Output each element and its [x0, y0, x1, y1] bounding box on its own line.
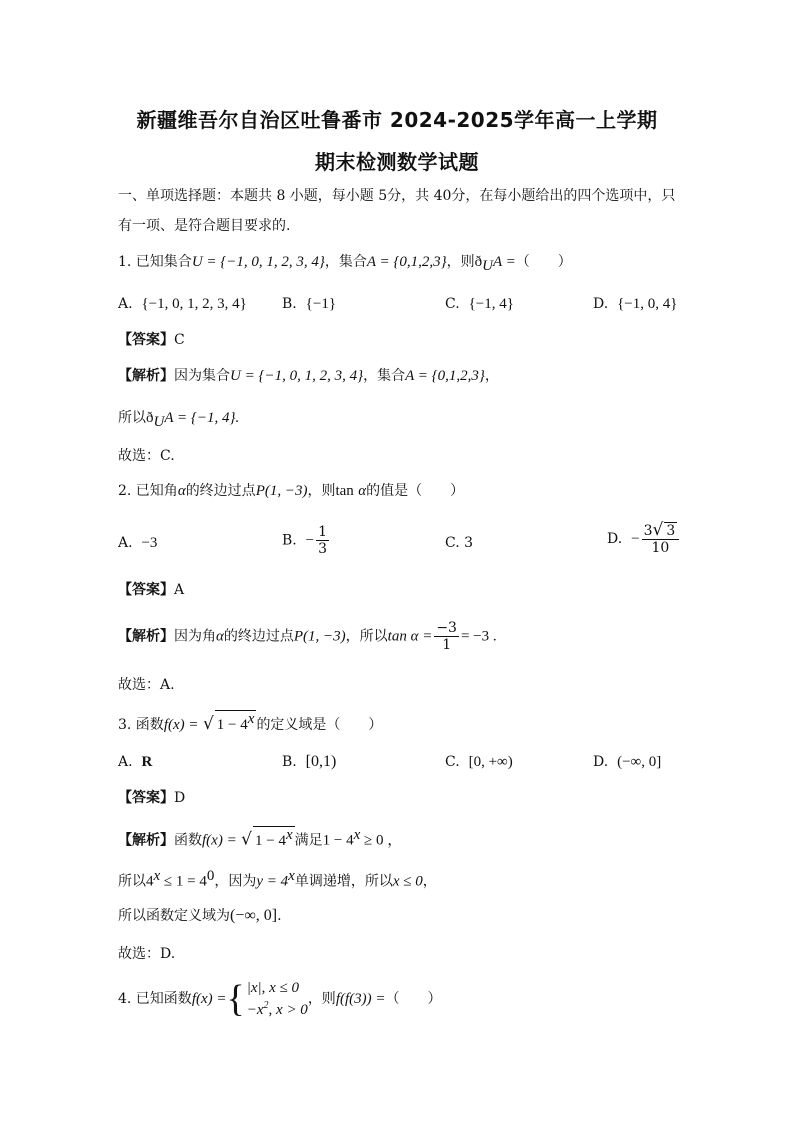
q3-choose: 故选：D.: [118, 946, 176, 962]
q3-analysis2-e: y = 4: [256, 873, 289, 890]
q3-option-c-label: C.: [445, 754, 460, 770]
q3-analysis1-d: ≥ 0 ，: [360, 832, 403, 849]
q1-answer-paren: （ ）: [515, 254, 572, 270]
q3-option-b-label: B.: [282, 754, 297, 770]
q3-option-a-text: R: [141, 754, 153, 770]
q3-radical: [215, 710, 257, 733]
q2-analysis-alpha: α: [216, 628, 224, 645]
q2-analysis-num: −3: [436, 620, 457, 636]
q1-option-a-label: A.: [118, 296, 133, 312]
q1-option-b-text: {−1}: [305, 296, 337, 312]
q2-analysis-fraction: [434, 620, 459, 653]
q4-case-1: |x|, x ≤ 0: [246, 980, 300, 996]
q2-analysis-end: = −3 .: [460, 628, 497, 645]
q1-choose: 故选：C.: [118, 448, 175, 464]
question-3-stem: 3. 函数f(x) = √ $1 - 4^x$ 的定义域是（ ）: [118, 711, 383, 734]
q3-analysis-line-3: [118, 906, 282, 926]
q1-analysis2-text: 所以: [118, 410, 146, 426]
q1-complement-a: A =: [493, 254, 516, 270]
q1-stem-prefix: 1. 已知集合: [118, 254, 192, 270]
q1-complement-sub: U: [482, 257, 493, 274]
q3-option-b-text: [0,1): [305, 753, 337, 770]
q1-analysis-text-3: ，: [484, 368, 499, 384]
section-instructions-line-2: 有一项、是符合题目要求的.: [118, 218, 291, 234]
q3-analysis1-b: 满足: [294, 832, 323, 849]
question-1-stem: [118, 252, 572, 276]
q3-analysis1-exp: x: [285, 826, 293, 843]
q2-answer-value: A: [174, 582, 185, 598]
q2-option-d: [607, 522, 681, 556]
q2-analysis-label: 【解析】: [118, 628, 174, 645]
q1-option-d-text: {−1, 0, 4}: [617, 296, 678, 312]
q3-option-d-label: D.: [593, 754, 609, 770]
q1-analysis2-result: A = {−1, 4}.: [164, 410, 240, 426]
q3-analysis3-a: 所以函数定义域为: [118, 908, 230, 924]
q2-analysis-point: P(1, −3): [293, 628, 346, 645]
q2-analysis: [118, 620, 497, 653]
q2-alpha-2: α: [358, 483, 367, 499]
q3-option-c-text: [0, +∞): [468, 754, 513, 770]
q1-option-a: [118, 294, 247, 314]
q2-option-d-radicand: 3: [666, 523, 676, 539]
q1-analysis-line-1: [118, 366, 499, 386]
q1-answer: [118, 330, 185, 350]
exam-title-line-2: 期末检测数学试题: [315, 150, 479, 174]
q2-stem-a: 2. 已知角: [118, 483, 178, 499]
question-4-stem: [118, 979, 442, 1019]
q1-stem-mid: ，集合: [324, 254, 367, 270]
q2-option-c: C. 3: [445, 535, 474, 551]
q3-analysis2-a: 所以: [118, 873, 146, 890]
q1-option-b-label: B.: [282, 296, 297, 312]
q2-option-d-label: D.: [607, 531, 623, 547]
exam-title-line-1: 新疆维吾尔自治区吐鲁番市 2024-2025学年高一上学期: [136, 108, 658, 132]
q2-option-d-den: 10: [651, 540, 670, 556]
q4-case-2: [247, 997, 308, 1019]
q1-complement-symbol: ð: [474, 254, 483, 270]
q2-option-b-sign: −: [305, 532, 315, 549]
q4-ff: f(f(3)) =: [335, 991, 386, 1007]
q3-option-d-text: (−∞, 0]: [617, 754, 662, 770]
q1-answer-label: 【答案】: [118, 332, 174, 348]
q2-stem-c: ，则: [307, 483, 336, 499]
q2-option-b-fraction: [316, 524, 329, 557]
q3-analysis2-b-exp: x: [153, 868, 161, 884]
q3-option-b: [282, 752, 336, 772]
q1-analysis2-sub: U: [153, 413, 165, 430]
q2-option-d-sign: −: [631, 531, 640, 547]
q2-answer: [118, 580, 184, 600]
q2-analysis-a: 因为角: [174, 628, 216, 645]
q2-option-b-num: 1: [318, 524, 328, 540]
q2-option-a-label: A.: [118, 535, 133, 551]
q3-option-a-label: A.: [118, 754, 133, 770]
q3-option-d: [593, 752, 661, 772]
q1-analysis-line-2: [118, 408, 239, 432]
q1-analysis-label: 【解析】: [118, 368, 174, 384]
q2-alpha: α: [177, 483, 186, 499]
q4-case-2-a: −x: [246, 1002, 264, 1018]
q1-analysis-text: 因为集合: [174, 368, 230, 384]
q3-analysis2-f: 单调递增，所以: [294, 873, 393, 890]
q3-analysis-label: 【解析】: [118, 832, 174, 849]
q1-option-c-text: {−1, 4}: [468, 296, 514, 312]
q3-analysis2-c: ≤ 1 = 4: [160, 873, 207, 890]
q2-analysis-b: 的终边过点: [223, 628, 294, 645]
q1-analysis2-complement: ð: [146, 410, 154, 426]
q3-analysis3-domain: (−∞, 0]: [230, 907, 278, 924]
q2-option-d-num: 3√ 3: [642, 522, 680, 540]
section-instructions-line-1: 一、单项选择题：本题共 8 小题，每小题 5分，共 40分，在每小题给出的四个选项中，只: [118, 188, 676, 204]
q3-answer-label: 【答案】: [118, 790, 174, 806]
q4-answer-paren: （ ）: [385, 991, 442, 1007]
q3-stem-a: 3. 函数: [118, 717, 164, 733]
q4-stem-b: ，则: [307, 991, 336, 1007]
q2-option-d-fraction: [642, 522, 680, 556]
q1-analysis-set-a: A = {0,1,2,3}: [405, 368, 485, 384]
q1-answer-value: C: [174, 332, 185, 348]
q4-piecewise: { |x|, x ≤ 0 $-x^2$, x > 0: [226, 978, 308, 1020]
q3-analysis2-e-exp: x: [288, 868, 295, 884]
question-2-stem: [118, 481, 464, 501]
q2-answer-label: 【答案】: [118, 582, 174, 598]
q1-analysis-text-2: ，集合: [363, 368, 406, 384]
q3-analysis2-h: ，: [422, 873, 437, 890]
q1-option-b: [282, 294, 336, 314]
q3-answer-value: D: [174, 790, 186, 806]
q1-stem-tail: ，则: [446, 254, 475, 270]
q3-fx: f(x) =: [163, 717, 199, 733]
q2-option-b-den: 3: [318, 541, 328, 557]
q3-analysis1-c: 1 − 4: [322, 832, 354, 849]
q4-case-2-exp: 2: [263, 1000, 269, 1011]
q4-cases: [247, 979, 308, 1019]
q2-point-p: P(1, −3): [255, 483, 308, 499]
q1-set-u: U = {−1, 0, 1, 2, 3, 4}: [191, 254, 325, 270]
q2-option-b: [282, 524, 331, 557]
q1-analysis-set-u: U = {−1, 0, 1, 2, 3, 4}: [230, 368, 364, 384]
q2-option-a: [118, 533, 157, 553]
q2-analysis-den: 1: [442, 637, 452, 653]
q1-option-c: [445, 294, 514, 314]
q2-stem-d: 的值是（ ）: [366, 483, 465, 499]
q3-analysis1-radicand: 1 − 4: [254, 832, 286, 849]
q3-answer: [118, 788, 185, 808]
q3-stem-b: 的定义域是（ ）: [256, 717, 383, 733]
q1-option-d-label: D.: [593, 296, 609, 312]
q2-stem-b: 的终边过点: [185, 483, 256, 499]
q3-analysis2-d: ，因为: [214, 873, 257, 890]
q2-choose: 故选：A.: [118, 677, 175, 693]
q1-option-a-text: {−1, 0, 1, 2, 3, 4}: [141, 296, 247, 312]
q2-analysis-c: ，所以: [345, 628, 388, 645]
q3-analysis1-a: 函数: [174, 832, 202, 849]
q3-radicand: 1 − 4: [216, 717, 248, 733]
q2-option-a-text: −3: [141, 535, 158, 551]
q4-fx: f(x) =: [191, 991, 227, 1007]
q3-analysis2-g: x ≤ 0: [392, 873, 423, 890]
q3-analysis-line-2: [118, 866, 437, 892]
q3-analysis1-fx: f(x) =: [202, 832, 237, 849]
q2-option-d-coef: 3: [643, 523, 653, 539]
q3-analysis1-radical: [253, 826, 295, 849]
q3-analysis3-c: .: [277, 908, 282, 924]
q3-radicand-exp: x: [247, 711, 255, 727]
q1-option-c-label: C.: [445, 296, 460, 312]
q3-analysis2-b: 4: [146, 873, 154, 890]
q3-analysis2-c-exp: 0: [206, 868, 215, 884]
q2-tan: tan: [335, 483, 354, 499]
q3-analysis-line-1: 【解析】函数f(x) = √ $1 - 4^x$ 满足$1 - 4^x \ge 0$ ，: [118, 826, 403, 850]
q3-analysis1-c-exp: x: [353, 827, 361, 843]
q1-option-d: [593, 294, 677, 314]
q2-analysis-tan: tan α =: [387, 628, 433, 645]
q4-stem-a: 4. 已知函数: [118, 991, 192, 1007]
q4-case-2-b: , x > 0: [268, 1002, 308, 1018]
q2-option-b-label: B.: [282, 532, 297, 549]
q3-option-c: [445, 752, 513, 772]
q3-option-a: [118, 752, 152, 772]
q1-set-a: A = {0,1,2,3}: [366, 254, 447, 270]
